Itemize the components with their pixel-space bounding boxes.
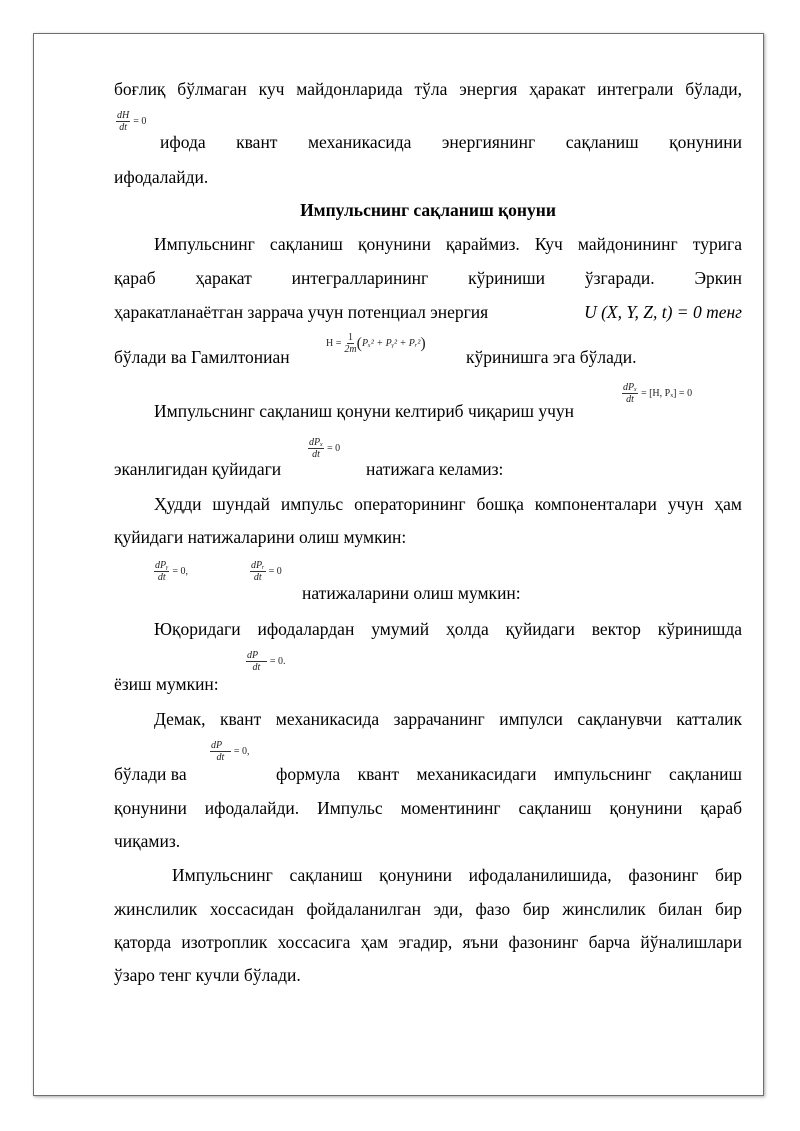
text-line: Импульснинг сақланиш қонунини қараймиз. Куч майдонининг турига: [154, 234, 742, 254]
text-line: Импульснинг сақланиш қонунини ифодаланилишида, фазонинг бир: [172, 865, 742, 885]
text-line: формула квант механикасидаги импульснинг сақланиш: [276, 764, 742, 784]
text-line: қуйидаги натижаларини олиш мумкин:: [114, 527, 407, 547]
formula-dh-dt: $\frac{dH}{dt}$ = 0: [117, 110, 147, 133]
formula-vector-dp-dt-2: $\frac{dP⃗}{dt}$ = 0,: [211, 740, 250, 763]
text-line: ўзаро тенг кучли бўлади.: [114, 965, 301, 985]
text-line: Демак, квант механикасида заррачанинг импулси сақланувчи катталик: [154, 709, 742, 729]
text-line: боғлиқ бўлмаган куч майдонларида тўла энергия ҳаракат интеграли бўлади,: [114, 79, 742, 99]
text-line: Ҳудди шундай импульс операторининг бошқа компоненталари учун ҳам: [154, 494, 742, 514]
section-heading: Импульснинг сақланиш қонуни: [300, 200, 556, 220]
formula-dpx-commutator: $\frac{\text{dPₓ}}{dt}$ = [H, Pₓ] = 0: [623, 382, 693, 405]
text-line: қаторда изотроплик хоссасига ҳам эгадир, яъни фазонинг барча йўналишлари: [114, 932, 742, 952]
text-line: ҳаракатланаётган заррача учун потенциал энергия: [114, 302, 489, 322]
formula-dpy-dt: $\frac{\text{dPᵧ}}{dt}$ = 0,: [155, 560, 189, 583]
text-line: Импульснинг сақланиш қонуни келтириб чиқариш учун: [154, 401, 575, 421]
text-line: Юқоридаги ифодалардан умумий ҳолда қуйидаги вектор кўринишда: [154, 619, 742, 639]
text-line: ифодалайди.: [114, 167, 209, 187]
text-line: эканлигидан қуйидаги: [114, 459, 282, 479]
text-line: қараб ҳаракат интегралларининг кўриниши ўзгаради. Эркин: [114, 268, 742, 288]
text-line: қонунини ифодалайди. Импульс моментининг сақланиш қонунини қараб: [114, 798, 742, 818]
text-line: бўлади ва Гамилтониан: [114, 347, 290, 367]
text-line: кўринишга эга бўлади.: [466, 347, 637, 367]
text-line: ифода квант механикасида энергиянинг сақланиш қонунини: [160, 132, 742, 152]
formula-dpz-dt: $\frac{\text{dPᵣ}}{dt}$ = 0: [251, 560, 282, 583]
formula-hamiltonian: H = $\frac{1}{2m}$ ( Pₓ² + Pᵧ² + Pᵣ² ): [326, 332, 426, 355]
text-line: натижага келамиз:: [366, 459, 504, 479]
text-line: бўлади ва: [114, 764, 187, 784]
text-line: ёзиш мумкин:: [114, 674, 219, 694]
text-line: жинслилик хоссасидан фойдаланилган эди, фазо бир жинслилик билан бир: [114, 899, 742, 919]
text-line: чиқамиз.: [114, 831, 181, 851]
formula-dpx-dt: $\frac{\text{dPₓ}}{dt}$ = 0: [309, 437, 341, 460]
potential-energy-expr: U (X, Y, Z, t) = 0 тенг: [584, 302, 742, 322]
formula-vector-dp-dt: $\frac{dP⃗}{dt}$ = 0.: [247, 650, 286, 673]
text-line: натижаларини олиш мумкин:: [302, 583, 521, 603]
